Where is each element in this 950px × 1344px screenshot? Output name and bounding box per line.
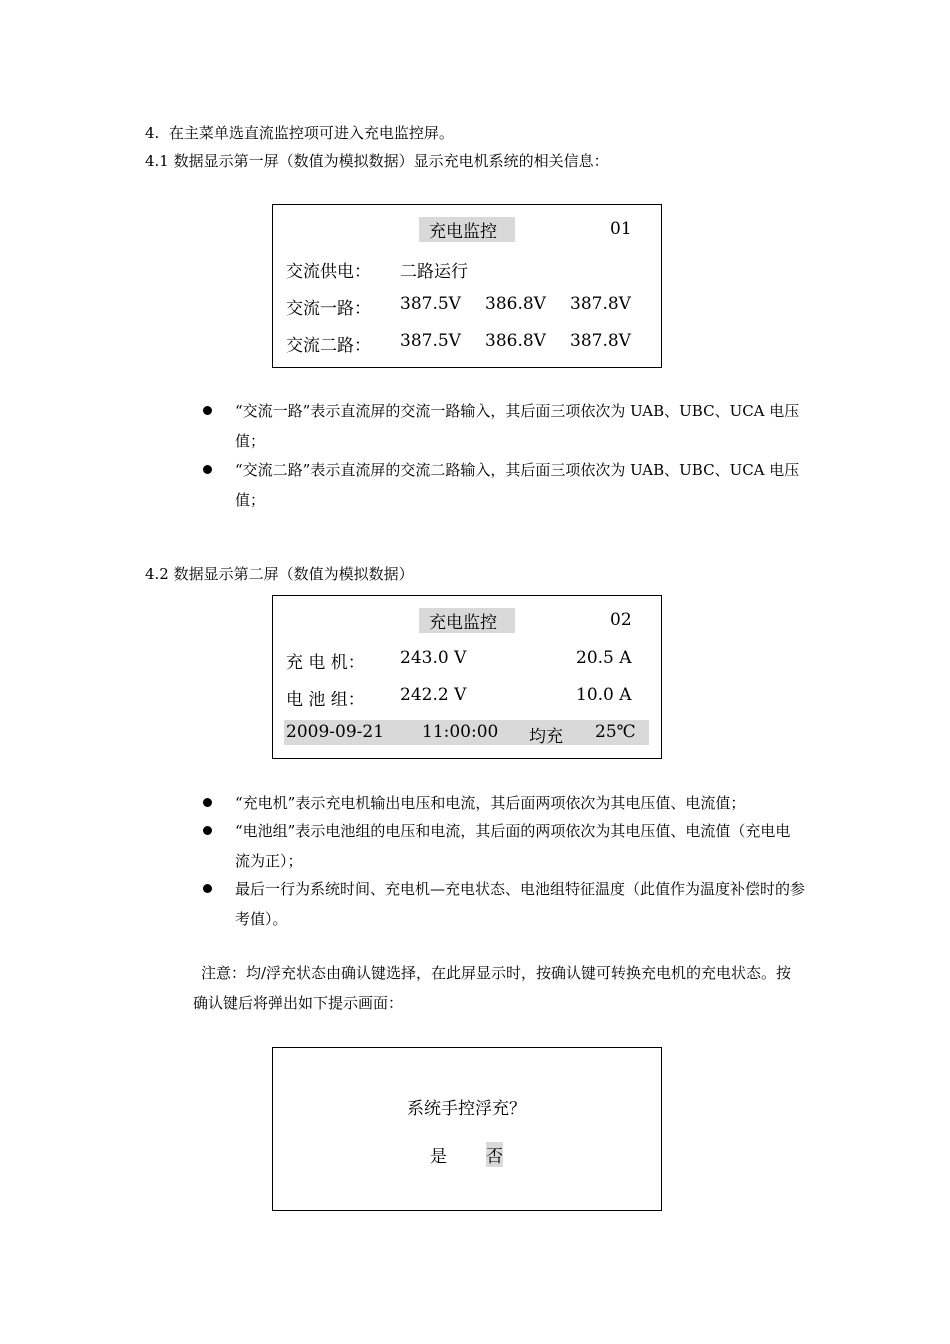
ac-line1-ubc: 386.8V — [485, 294, 546, 314]
lcd-screen-2 — [272, 595, 662, 759]
bullet-item: “电池组”表示电池组的电压和电流，其后面的两项依次为其电压值、电流值（充电电流为正）； — [235, 822, 791, 870]
dialog-no-option[interactable]: 否 — [486, 1142, 503, 1167]
screen-page-number: 02 — [610, 610, 632, 630]
lcd-screen-1 — [272, 204, 662, 368]
charger-voltage: 243.0 V — [400, 648, 467, 668]
ac-line1-uca: 387.8V — [570, 294, 631, 314]
system-time: 11:00:00 — [422, 722, 499, 742]
section-heading-4: 4. 在主菜单选直流监控项可进入充电监控屏。 — [145, 124, 454, 142]
ac-line1-uab: 387.5V — [400, 294, 461, 314]
charger-current: 20.5 A — [576, 648, 632, 668]
confirm-dialog-screen — [272, 1047, 662, 1211]
screen-title: 充电监控 — [419, 217, 515, 242]
system-date: 2009-09-21 — [286, 722, 385, 742]
bullet-item: “交流一路”表示直流屏的交流一路输入，其后面三项依次为 UAB、UBC、UCA 电压值； — [235, 402, 800, 450]
bullet-item: “交流二路”表示直流屏的交流二路输入，其后面三项依次为 UAB、UBC、UCA 电压值； — [235, 461, 800, 509]
temperature: 25℃ — [595, 722, 636, 742]
bullet-item: 最后一行为系统时间、充电机—充电状态、电池组特征温度（此值作为温度补偿时的参考值）。 — [235, 880, 806, 928]
section-heading-4-2: 4.2 数据显示第二屏（数值为模拟数据） — [145, 565, 414, 583]
ac-line1-label: 交流一路： — [286, 299, 371, 319]
charge-mode: 均充 — [529, 727, 563, 747]
ac-line2-uca: 387.8V — [570, 331, 631, 351]
dialog-question: 系统手控浮充？ — [407, 1099, 526, 1119]
bullet-icon — [203, 406, 212, 415]
battery-voltage: 242.2 V — [400, 685, 467, 705]
note-paragraph: 注意：均/浮充状态由确认键选择，在此屏显示时，按确认键可转换充电机的充电状态。按确认键后将弹出如下提示画面： — [193, 964, 792, 1012]
bullet-icon — [203, 826, 212, 835]
battery-current: 10.0 A — [576, 685, 632, 705]
screen-page-number: 01 — [610, 219, 632, 239]
ac-line2-ubc: 386.8V — [485, 331, 546, 351]
charger-label: 充 电 机： — [286, 653, 365, 673]
battery-label: 电 池 组： — [286, 690, 365, 710]
ac-supply-label: 交流供电： — [286, 262, 371, 282]
ac-line2-uab: 387.5V — [400, 331, 461, 351]
dialog-yes-option[interactable]: 是 — [430, 1147, 447, 1167]
bullet-icon — [203, 884, 212, 893]
bullet-icon — [203, 465, 212, 474]
ac-supply-value: 二路运行 — [400, 262, 468, 282]
bullet-item: “充电机”表示充电机输出电压和电流，其后面两项依次为其电压值、电流值； — [235, 794, 746, 812]
bullet-icon — [203, 798, 212, 807]
screen-title: 充电监控 — [419, 608, 515, 633]
ac-line2-label: 交流二路： — [286, 336, 371, 356]
section-heading-4-1: 4.1 数据显示第一屏（数值为模拟数据）显示充电机系统的相关信息： — [145, 152, 609, 170]
